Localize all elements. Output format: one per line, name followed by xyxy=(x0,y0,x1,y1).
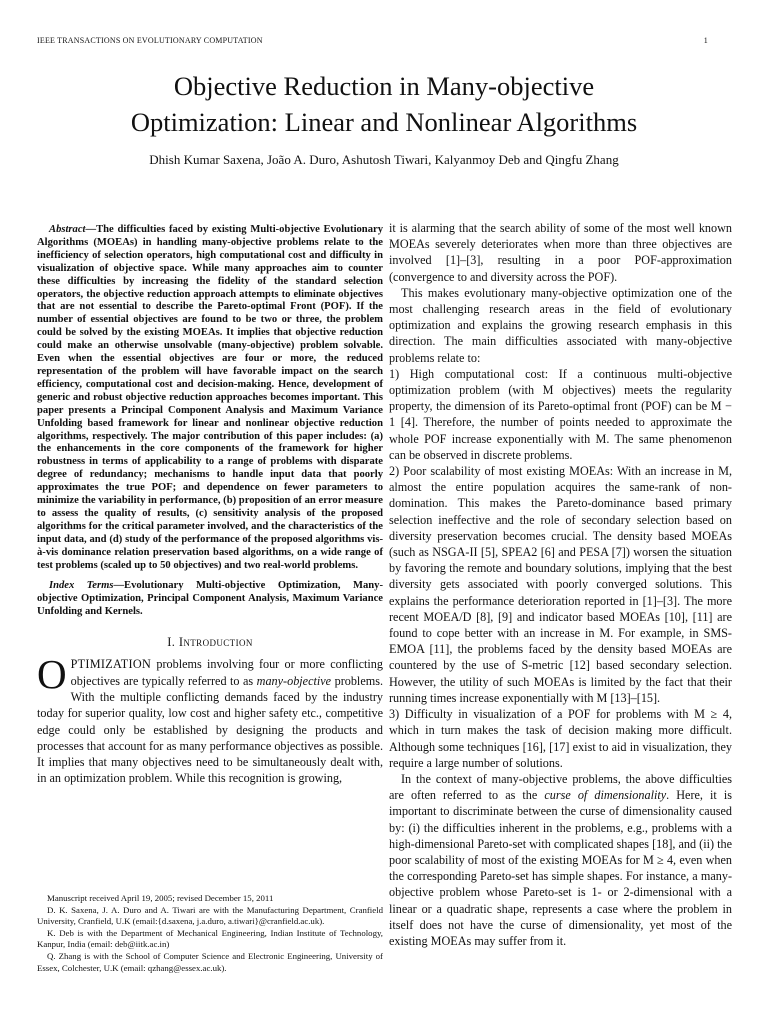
intro-term: many-objective xyxy=(256,673,332,688)
intro-text-a: problems involving four or more conflicting objectives are typically referred to as xyxy=(70,657,383,688)
drop-cap: O xyxy=(37,651,67,698)
intro-caps: PTIMIZATION xyxy=(70,657,152,672)
abstract-lead: Abstract xyxy=(49,224,86,235)
paper-title xyxy=(40,68,728,140)
index-terms-text: —Evolutionary Multi-objective Optimization, Many-objective Optimization, Principal Component Analysis, Maximum Variance Unfolding and Kernels. xyxy=(37,580,383,618)
abstract xyxy=(37,224,383,572)
intro-text-b: problems. With the multiple conflicting demands faced by the industry today for superior quality, low cost and higher safety etc., competitive edge could only be established by designing the products and processes that account for as many performance objectives as possible. It implies that many objectives need to be simultaneously dealt with, in an optimization problem. While this recognition is growing, xyxy=(37,673,384,786)
right-column xyxy=(389,220,732,949)
footnote-cranfield: D. K. Saxena, J. A. Duro and A. Tiwari are with the Manufacturing Department, Cranfield University, Cranfield, U.K (email:{d.saxena, j.a.duro, a.tiwari}@cranfield.ac.uk). xyxy=(37,904,383,927)
index-terms xyxy=(37,580,383,619)
footnote-manuscript: Manuscript received April 19, 2005; revised December 15, 2011 xyxy=(47,893,274,903)
difficulty-item-2: 2) Poor scalability of most existing MOEAs: With an increase in M, almost the entire population acquires the same-rank of non-domination. This makes the Pareto-dominance based primary selection ineffective and the role of secondary selection based on diversity preservation becomes crucial. The density based MOEAs (such as NSGA-II [5], SPEA2 [6] and PESA [7]) worsen the situation by favoring the remote and boundary solutions, implying that the best diversity gets associated with poorly converged solutions. This explains the performance deterioration reported in [1]–[3]. The more recent MOEA/D [8], [9] and indicator based MOEAs [10], [11] are found to cope better with an increase in M. For example, in SMS-EMOA [11], the problems faced by the density based MOEAs are countered by the use of S-metric [12] based secondary selection. However, the utility of such MOEAs is limited by the fact that their running times increase exponentially with M [13]–[15]. xyxy=(389,464,732,705)
title-line-1: Objective Reduction in Many-objective xyxy=(173,71,595,101)
body-paragraph-1: it is alarming that the search ability of some of the most well known MOEAs severely deteriorates when more than three objectives are involved [1]–[3], resulting in a poor POF-approximation (convergence to and diversity across the POF). xyxy=(389,221,732,284)
intro-paragraph xyxy=(37,651,384,786)
abstract-text: —The difficulties faced by existing Multi-objective Evolutionary Algorithms (MOEAs) in handling many-objective problems relate to the inefficiency of selection operators, high computational cost and difficulty in visualization of objective space. While many approaches aim to counter these difficulties by increasing the fidelity of the standard selection operators, the objective reduction approach attempts to eliminate objectives that are not essential to describe the Pareto-optimal Front (POF). If the number of essential objectives are found to be two or three, the problem could be solved by the existing MOEAs. It implies that objective reduction could make an otherwise unsolvable (many-objective) problem solvable. Even when the essential objectives are four or more, the reduced representation of the problem will have favorable impact on the search efficiency, computational cost and decision-making. Hence, development of generic and robust objective reduction approaches becomes important. This paper presents a Principal Component Analysis and Maximum Variance Unfolding based framework for linear and nonlinear objective reduction algorithms, respectively. The major contribution of this paper includes: (a) the enhancements in the core components of the framework for higher robustness in terms of applicability to a range of problems with disparate degree of redundancy; mechanisms to handle input data that poorly approximates the true POF; and dependence on fewer parameters to minimize the variability in performance, (b) proposition of an error measure to assess the quality of results, (c) sensitivity analysis of the proposed algorithms for the critical parameter involved, and the characteristics of the input data, and (d) study of the performance of the proposed algorithms vis-à-vis dominance relation preservation based algorithms, on a wide range of test problems (scaled up to 50 objectives) and two real-world problems. xyxy=(37,224,383,571)
footnote-iitk: K. Deb is with the Department of Mechanical Engineering, Indian Institute of Technology, Kanpur, India (email: deb@iitk.ac.in) xyxy=(37,927,383,950)
journal-name: IEEE TRANSACTIONS ON EVOLUTIONARY COMPUTATION xyxy=(37,36,263,45)
index-terms-lead: Index Terms xyxy=(49,580,114,592)
body-paragraph-curse xyxy=(389,771,732,949)
title-line-2: Optimization: Linear and Nonlinear Algorithms xyxy=(130,107,638,137)
page-number: 1 xyxy=(703,36,708,45)
author-list: Dhish Kumar Saxena, João A. Duro, Ashutosh Tiwari, Kalyanmoy Deb and Qingfu Zhang xyxy=(149,152,619,167)
footnotes xyxy=(37,893,383,974)
body-paragraph-2: This makes evolutionary many-objective optimization one of the most challenging research areas in the field of evolutionary optimization and explains the growing research emphasis in this direction. The main difficulties associated with many-objective problems relate to: xyxy=(389,285,732,365)
left-column xyxy=(37,224,383,787)
difficulty-item-1: 1) High computational cost: If a continuous multi-objective optimization problem (with M objectives) meets the regularity property, the dimension of its Pareto-optimal front (POF) can be M − 1 [4]. Therefore, the number of points needed to approximate the whole POF increase exponentially with M. The same phenomenon can be observed in discrete problems. xyxy=(389,366,732,462)
footnote-essex: Q. Zhang is with the School of Computer Science and Electronic Engineering, University of Essex, Colchester, U.K (email: qzhang@essex.ac.uk). xyxy=(37,950,383,973)
curse-term: curse of dimensionality xyxy=(544,788,667,803)
difficulty-item-3: 3) Difficulty in visualization of a POF for problems with M ≥ 4, which in turn makes the task of decision making more difficult. Although some techniques [16], [17] exist to aid in visualization, they require a large number of solutions. xyxy=(389,707,732,770)
curse-text-b: . Here, it is important to discriminate between the curse of dimensionality caused by: (i) the difficulties inherent in the problems, e.g., problems with a high-dimensional Pareto-set with complicated shapes [18], and (ii) the poor scalability of most of the existing MOEAs for M ≥ 4, even when the corresponding Pareto-set has simple shapes. For instance, a many-objective problem whose Pareto-set is 1- or 2-dimensional with a linear or a quadratic shape, represents a case where the problem in itself does not have the curse of dimensionality, yet most of the existing MOEAs may suffer from it. xyxy=(389,788,732,948)
section-heading-introduction: I. Introduction xyxy=(167,635,253,650)
curse-text-a: In the context of many-objective problems, the above difficulties are often referred to as the xyxy=(389,771,732,803)
